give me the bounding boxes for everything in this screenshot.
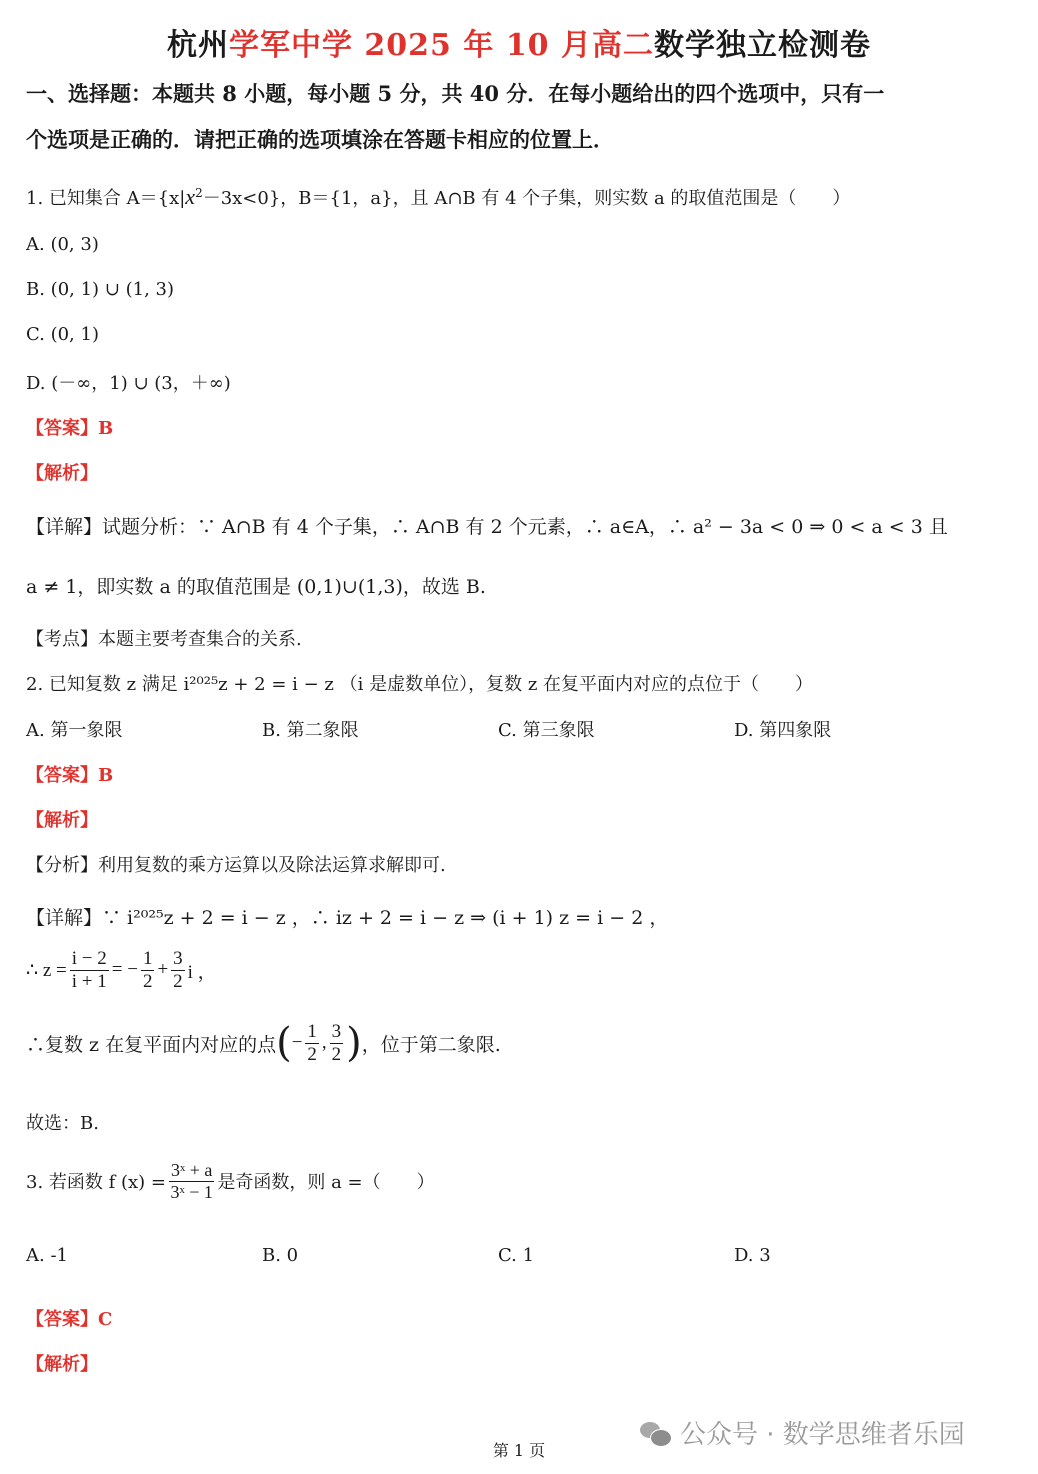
q2-d3-paren-open: (	[276, 1020, 292, 1066]
q2-d3-n1: 1	[307, 1020, 317, 1042]
q3-option-b: B. 0	[262, 1245, 299, 1266]
q2-d3-paren-close: )	[346, 1020, 362, 1066]
q2-d3-lead: ∴复数 z 在复平面内对应的点	[26, 1033, 277, 1056]
section-header-line1: 一、选择题：本题共 8 小题，每小题 5 分，共 40 分．在每小题给出的四个选项中，只有一	[26, 81, 885, 106]
q1-answer: 【答案】B	[26, 418, 114, 439]
q2-option-c: C. 第三象限	[498, 720, 595, 741]
q1-detail-line2: a ≠ 1，即实数 a 的取值范围是 (0,1)∪(1,3)，故选 B.	[26, 576, 486, 598]
q2-option-a: A. 第一象限	[26, 720, 123, 741]
q2-detail-line1: 【详解】∵ i²⁰²⁵z + 2 = i − z ，∴ iz + 2 = i − z ⇒ (i + 1) z = i − 2 ，	[26, 907, 669, 929]
q3-option-c: C. 1	[498, 1245, 535, 1266]
q2-option-b: B. 第二象限	[262, 720, 359, 741]
page-title	[0, 20, 1038, 64]
q2-fenxi: 【分析】利用复数的乘方运算以及除法运算求解即可.	[26, 855, 446, 876]
q2-d2-frac-2	[171, 948, 185, 993]
q1-stem-math: x	[185, 184, 196, 209]
q1-option-a: A. (0, 3)	[26, 234, 99, 255]
q2-d2-frac-main	[70, 948, 109, 993]
q1-stem-part-b: －3x<0}，B＝{1，a}，且 A∩B 有 4 个子集，则实数 a 的取值范围是（ ）	[202, 188, 851, 209]
q2-d3-d1: 2	[307, 1043, 317, 1065]
title-part1: 杭州	[166, 28, 229, 63]
q3-option-d: D. 3	[734, 1245, 771, 1266]
q1-option-c: C. (0, 1)	[26, 324, 99, 345]
q2-d2-frac-1	[141, 948, 155, 993]
q3-option-a: A. -1	[26, 1245, 68, 1266]
q2-d3-minus: −	[291, 1032, 303, 1053]
title-highlight: 学军中学 2025 年 10 月高二	[228, 28, 655, 63]
q2-stem: 2. 已知复数 z 满足 i²⁰²⁵z + 2 = i − z （i 是虚数单位），复数 z 在复平面内对应的点位于（ ）	[26, 674, 814, 695]
q2-choose: 故选：B.	[26, 1113, 99, 1134]
section-header-line2: 个选项是正确的．请把正确的选项填涂在答题卡相应的位置上．	[26, 127, 614, 152]
q2-d2-den: i + 1	[71, 970, 107, 992]
q2-d3-frac-1	[305, 1021, 319, 1066]
q3-analysis-label: 【解析】	[26, 1354, 98, 1375]
q3-stem-den: 3ˣ − 1	[170, 1181, 213, 1202]
q2-answer: 【答案】B	[26, 765, 114, 786]
page-number: 第 1 页	[492, 1441, 546, 1460]
q2-d2-num: i − 2	[71, 948, 107, 969]
q2-d3-frac-2	[330, 1021, 344, 1066]
q2-d2-n2: 3	[173, 948, 183, 969]
q1-option-b: B. (0, 1) ∪ (1, 3)	[26, 279, 174, 300]
q2-analysis-label: 【解析】	[26, 810, 98, 831]
q2-d3-comma: ,	[321, 1032, 327, 1053]
q2-d2-eq: = −	[111, 959, 138, 981]
q3-stem-tail: 是奇函数，则 a =（ ）	[217, 1172, 435, 1194]
q1-analysis-label: 【解析】	[26, 463, 98, 484]
q1-point: 【考点】本题主要考查集合的关系.	[26, 629, 302, 650]
q2-d2-plus: +	[157, 959, 169, 981]
q2-d2-n1: 1	[142, 948, 153, 969]
q3-stem	[26, 1160, 435, 1202]
q2-option-d: D. 第四象限	[734, 720, 832, 741]
q2-d3-d2: 2	[331, 1043, 342, 1065]
watermark-text: 公众号 · 数学思维者乐园	[680, 1420, 965, 1450]
q1-stem-part-a: 1. 已知集合 A＝{x|	[26, 188, 186, 209]
q1-detail-line1: 【详解】试题分析：∵ A∩B 有 4 个子集，∴ A∩B 有 2 个元素，∴ a∈A，∴ a² − 3a < 0 ⇒ 0 < a < 3 且	[26, 516, 948, 538]
q3-stem-num: 3ˣ + a	[171, 1160, 213, 1180]
q3-stem-frac	[169, 1160, 214, 1202]
title-part2: 数学独立检测卷	[654, 28, 872, 63]
q2-d2-lead: ∴ z =	[26, 959, 67, 981]
q2-detail-line3	[26, 1020, 501, 1066]
q2-d2-d2: 2	[173, 970, 183, 992]
q1-stem-sup: 2	[195, 186, 203, 200]
q1-stem	[26, 184, 850, 210]
q2-d3-n2: 3	[331, 1020, 342, 1042]
q2-detail-line2	[26, 948, 217, 993]
q2-d3-tail: ，位于第二象限.	[361, 1033, 501, 1056]
q2-d2-d1: 2	[142, 970, 153, 992]
q3-answer: 【答案】C	[26, 1309, 113, 1330]
q1-option-d: D. (－∞，1) ∪ (3，＋∞)	[26, 373, 231, 394]
q3-stem-lead: 3. 若函数 f (x) =	[26, 1172, 167, 1194]
q2-d2-tail: i ，	[187, 961, 217, 983]
